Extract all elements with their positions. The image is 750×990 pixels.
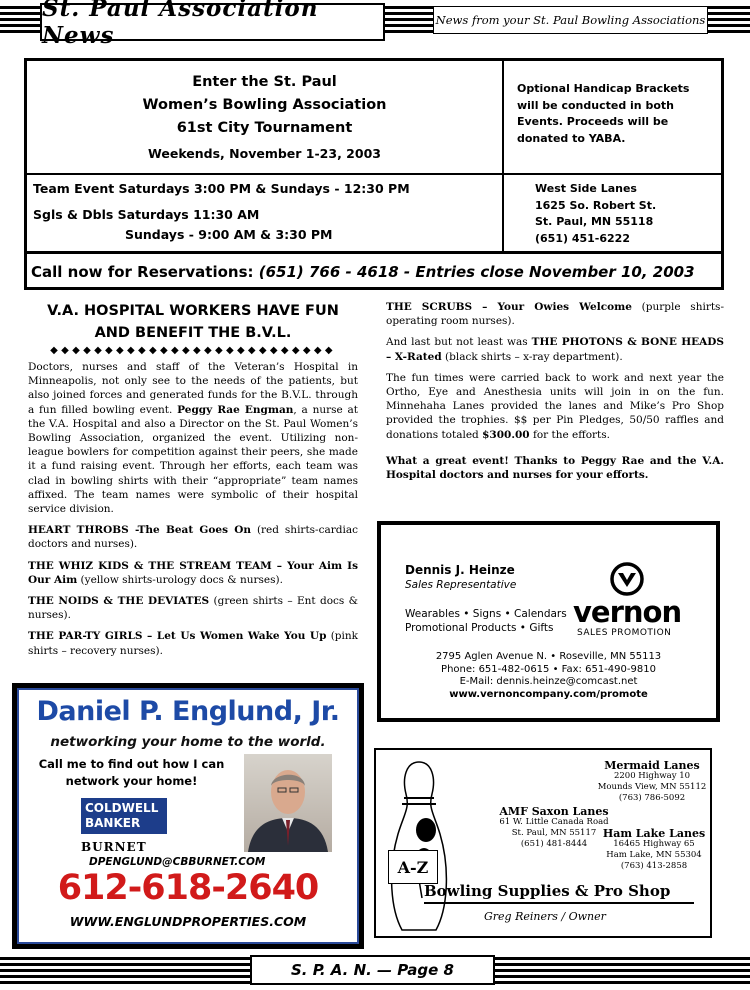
- lanes-line: (763) 786-5092: [618, 793, 686, 803]
- lanes-name: Mermaid Lanes: [604, 759, 700, 772]
- burnet-wordmark: BURNET: [81, 840, 147, 854]
- tournament-box: [24, 58, 724, 290]
- lanes-line: (651) 481-8444: [520, 839, 588, 849]
- vernon-contact: [381, 651, 716, 701]
- note-line: Events. Proceeds will be: [517, 115, 669, 128]
- product-line: Promotional Products • Gifts: [405, 622, 554, 634]
- venue-address: [535, 181, 656, 247]
- reservation-callout: [31, 263, 695, 281]
- team-name: THE PAR-TY GIRLS – Let Us Women Wake You Up: [28, 630, 327, 643]
- logo-line: BANKER: [85, 816, 141, 830]
- mermaid-lanes: [596, 760, 708, 804]
- agent-phone: 612-618-2640: [57, 868, 319, 908]
- box-divider-bottom: [27, 251, 721, 254]
- handicap-note: [517, 81, 717, 147]
- last-text: And last but not least was: [386, 336, 532, 349]
- address-line: 1625 So. Robert St.: [535, 198, 657, 212]
- lanes-line: 16465 Highway 65: [613, 839, 695, 849]
- singles-doubles-schedule: Sgls & Dbls Saturdays 11:30 AM: [33, 207, 260, 222]
- article-right-column: [386, 300, 724, 489]
- portrait-icon: [244, 754, 332, 852]
- team-entry: [28, 629, 358, 657]
- headline-line: V.A. HOSPITAL WORKERS HAVE FUN: [47, 303, 339, 319]
- heading-line: 61st City Tournament: [176, 120, 353, 136]
- team-event-schedule: Team Event Saturdays 3:00 PM & Sundays - 12:30 PM: [33, 181, 410, 196]
- team-desc: (purple shirts-operating room nurses).: [386, 301, 724, 328]
- product-line: Wearables • Signs • Calendars: [405, 608, 567, 620]
- team-entry: [28, 594, 358, 622]
- masthead-tagline: News from your St. Paul Bowling Associations: [433, 6, 708, 34]
- address-line: St. Paul, MN 55118: [535, 215, 654, 228]
- address-line: (651) 451-6222: [535, 231, 630, 245]
- vernon-subtitle: SALES PROMOTION: [577, 628, 672, 638]
- lanes-line: Mounds View, MN 55112: [597, 782, 707, 792]
- product-list: [405, 607, 567, 635]
- team-desc: (red shirts-cardiac doctors and nurses).: [28, 524, 358, 551]
- contact-address: 2795 Aglen Avenue N. • Roseville, MN 55113: [435, 651, 662, 662]
- ad-daniel-englund: [12, 683, 364, 949]
- page-number-label: S. P. A. N. — Page 8: [250, 955, 495, 985]
- team-desc: (pink shirts – recovery nurses).: [28, 630, 359, 657]
- tournament-dates: Weekends, November 1-23, 2003: [148, 146, 381, 161]
- fundraising-summary: [386, 371, 724, 442]
- diamond-divider: ◆◆◆◆◆◆◆◆◆◆◆◆◆◆◆◆◆◆◆◆◆◆◆◆◆◆: [50, 345, 336, 356]
- masthead-title: St. Paul Association News: [40, 3, 385, 41]
- address-line: West Side Lanes: [535, 182, 637, 195]
- rep-role: Sales Representative: [405, 579, 517, 591]
- lanes-line: 2200 Highway 10: [613, 771, 691, 781]
- team-name: HEART THROBS -The Beat Goes On: [28, 524, 252, 537]
- call-details: (651) 766 - 4618 - Entries close November 10, 2003: [258, 263, 695, 281]
- team-name: THE WHIZ KIDS & THE STREAM TEAM – Your Aim Is Our Aim: [28, 559, 358, 586]
- summary-text-cont: for the efforts.: [529, 428, 611, 441]
- az-shop-name: Bowling Supplies & Pro Shop: [424, 882, 671, 900]
- article-headline: [28, 300, 358, 344]
- call-prefix: Call now for Reservations:: [31, 263, 254, 281]
- summary-text: The fun times were carried back to work and next year the Ortho, Eye and Anesthesia units will join in on the fun. Minnehaha Lanes provided the lanes and Mike’s Pro Shop provided the trophies. $$ per Pin Pledges, 50/50 raffles and donations totaled: [386, 371, 724, 441]
- lanes-name: Ham Lake Lanes: [602, 827, 706, 840]
- team-name: THE SCRUBS – Your Owies Welcome: [386, 301, 632, 313]
- ham-lake-lanes: [602, 828, 706, 872]
- contact-phones: Phone: 651-482-0615 • Fax: 651-490-9810: [441, 663, 656, 675]
- team-name: THE PHOTONS & BONE HEADS – X-Rated: [386, 336, 724, 363]
- az-owner: Greg Reiners / Owner: [484, 910, 606, 923]
- ad-az-bowling: [374, 748, 712, 938]
- heading-line: Enter the St. Paul: [192, 74, 337, 90]
- team-entry: [28, 559, 358, 587]
- ad-vernon: [377, 521, 720, 722]
- agent-name: Daniel P. Englund, Jr.: [36, 696, 340, 727]
- note-line: Optional Handicap Brackets: [517, 82, 690, 95]
- contact-email: E-Mail: dennis.heinze@comcast.net: [459, 676, 638, 687]
- team-desc: (black shirts – x-ray department).: [441, 350, 623, 363]
- vernon-wordmark: vernon: [573, 595, 682, 629]
- headline-line: AND BENEFIT THE B.V.L.: [94, 325, 292, 341]
- intro-text: Doctors, nurses and staff of the Veteran’s Hospital in Minneapolis, not only see to the needs of the patients, but also joined forces and generated funds for the B.V.L. through a fun filled bowling event.: [28, 361, 358, 416]
- bowling-pin-icon: [384, 758, 454, 933]
- team-entry: [386, 300, 724, 328]
- box-divider-vertical: [502, 61, 504, 253]
- vernon-logo-icon: [609, 561, 645, 597]
- logo-line: COLDWELL: [85, 801, 159, 815]
- agent-email: DPENGLUND@CBBURNET.COM: [89, 856, 266, 868]
- team-desc: (green shirts – Ent docs & nurses).: [28, 595, 358, 622]
- coldwell-banker-logo: [81, 798, 167, 834]
- lanes-name: AMF Saxon Lanes: [499, 805, 609, 818]
- cta-line: Call me to find out how I can: [38, 757, 225, 771]
- agent-call-to-action: [29, 756, 234, 790]
- agent-photo: [244, 754, 332, 852]
- team-name: THE NOIDS & THE DEVIATES: [28, 595, 210, 608]
- agent-tagline: networking your home to the world.: [50, 734, 326, 750]
- az-badge: A-Z: [388, 850, 438, 884]
- team-entry-last: [386, 335, 724, 363]
- note-line: donated to YABA.: [517, 131, 626, 145]
- lanes-line: Ham Lake, MN 55304: [606, 850, 702, 860]
- heading-line: Women’s Bowling Association: [142, 97, 387, 113]
- lanes-line: (763) 413-2858: [620, 861, 688, 871]
- az-rule: [424, 902, 694, 904]
- agent-website: WWW.ENGLUNDPROPERTIES.COM: [69, 914, 307, 929]
- lanes-line: St. Paul, MN 55117: [511, 828, 597, 838]
- team-desc: (yellow shirts-urology docs & nurses).: [77, 573, 283, 586]
- box-divider-horizontal: [27, 173, 721, 175]
- lanes-line: 61 W. Little Canada Road: [499, 817, 609, 827]
- rep-name: Dennis J. Heinze: [405, 563, 515, 577]
- article-intro: [28, 360, 358, 516]
- note-line: will be conducted in both: [517, 98, 674, 112]
- article-left-column: [28, 300, 358, 665]
- singles-doubles-sunday: Sundays - 9:00 AM & 3:30 PM: [125, 227, 333, 242]
- closing-thanks: What a great event! Thanks to Peggy Rae and the V.A. Hospital doctors and nurses for your efforts.: [386, 454, 724, 482]
- amf-saxon-lanes: [498, 806, 610, 850]
- contact-website: www.vernoncompany.com/promote: [449, 688, 648, 700]
- team-entry: [28, 523, 358, 551]
- tournament-heading: [27, 71, 502, 140]
- donation-total: $300.00: [482, 428, 530, 441]
- intro-text-cont: , a nurse at the V.A. Hospital and also a Director on the St. Paul Women’s Bowling Association, organized the event. Utilizing non-league bowlers for competition against their peers, she made it a fund raising event. Through her efforts, each team was clad in bowling shirts with their “appropriate” team names affixed. The team names were symbolic of their hospital service division.: [28, 403, 358, 516]
- organizer-name: Peggy Rae Engman: [177, 403, 294, 416]
- cta-line: network your home!: [65, 774, 198, 788]
